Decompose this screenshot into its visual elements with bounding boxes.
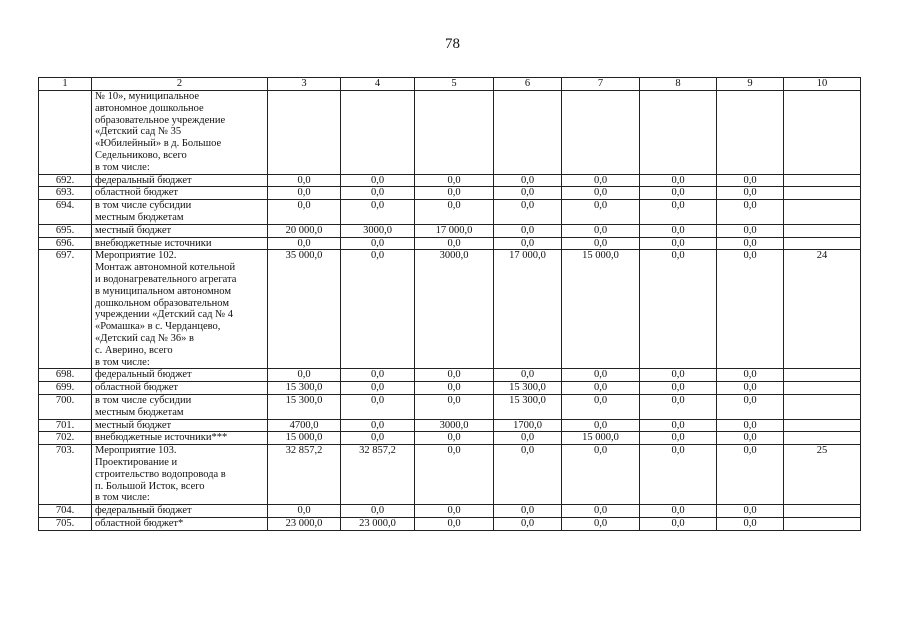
description-line: № 10», муниципальное xyxy=(95,91,200,102)
amount-cell: 0,0 xyxy=(562,419,640,432)
amount-cell: 0,0 xyxy=(562,187,640,200)
description-line: в муниципальном автономном xyxy=(95,285,231,297)
amount-cell: 0,0 xyxy=(415,505,494,518)
amount-cell: 15 300,0 xyxy=(494,394,562,419)
row-number: 702. xyxy=(39,432,92,445)
reference-cell xyxy=(784,382,861,395)
reference-cell xyxy=(784,432,861,445)
row-description xyxy=(92,382,268,395)
amount-cell: 0,0 xyxy=(341,187,415,200)
amount-cell: 0,0 xyxy=(341,200,415,225)
reference-cell xyxy=(784,200,861,225)
amount-cell: 0,0 xyxy=(640,419,717,432)
description-line: автономное дошкольное xyxy=(95,102,204,114)
amount-cell: 0,0 xyxy=(562,505,640,518)
amount-cell: 15 300,0 xyxy=(494,382,562,395)
description-line: Мероприятие 103. xyxy=(95,445,177,457)
page-number: 78 xyxy=(445,36,460,52)
amount-cell: 15 300,0 xyxy=(268,394,341,419)
description-line: областной бюджет xyxy=(95,382,178,394)
description-line: в том числе: xyxy=(95,356,150,368)
amount-cell: 0,0 xyxy=(717,224,784,237)
amount-cell: 0,0 xyxy=(640,174,717,187)
description-line: п. Большой Исток, всего xyxy=(95,480,205,492)
amount-cell: 0,0 xyxy=(640,382,717,395)
amount-cell: 0,0 xyxy=(494,174,562,187)
amount-cell: 20 000,0 xyxy=(268,224,341,237)
amount-cell: 0,0 xyxy=(640,517,717,530)
amount-cell: 0,0 xyxy=(717,445,784,505)
row-description xyxy=(92,394,268,419)
amount-cell: 23 000,0 xyxy=(268,517,341,530)
amount-cell: 0,0 xyxy=(415,445,494,505)
table-body xyxy=(39,91,861,531)
amount-cell: 0,0 xyxy=(640,432,717,445)
header-row xyxy=(39,78,861,91)
row-description xyxy=(92,187,268,200)
table-row xyxy=(39,174,861,187)
description-line: в том числе: xyxy=(95,161,150,173)
column-header: 8 xyxy=(640,78,717,91)
amount-cell: 0,0 xyxy=(268,200,341,225)
amount-cell: 0,0 xyxy=(640,200,717,225)
amount-cell: 0,0 xyxy=(717,382,784,395)
amount-cell: 3000,0 xyxy=(415,419,494,432)
amount-cell: 0,0 xyxy=(415,382,494,395)
description-line: местный бюджет xyxy=(95,224,172,236)
reference-cell: 25 xyxy=(784,445,861,505)
reference-cell xyxy=(784,237,861,250)
reference-cell: 24 xyxy=(784,250,861,369)
amount-cell: 0,0 xyxy=(717,517,784,530)
amount-cell: 0,0 xyxy=(341,505,415,518)
amount-cell: 0,0 xyxy=(268,369,341,382)
amount-cell: 0,0 xyxy=(562,382,640,395)
table-row xyxy=(39,419,861,432)
description-line: «Юбилейный» в д. Большое xyxy=(95,138,222,150)
description-line: областной бюджет* xyxy=(95,517,184,529)
description-line: Проектирование и xyxy=(95,456,178,468)
description-line: и водонагревательного агрегата xyxy=(95,273,237,285)
amount-cell: 32 857,2 xyxy=(268,445,341,505)
description-line: местным бюджетам xyxy=(95,406,184,418)
table-row xyxy=(39,369,861,382)
amount-cell: 0,0 xyxy=(717,250,784,369)
amount-cell: 15 000,0 xyxy=(268,432,341,445)
amount-cell: 0,0 xyxy=(494,432,562,445)
reference-cell xyxy=(784,224,861,237)
table-row xyxy=(39,91,861,175)
amount-cell: 0,0 xyxy=(415,517,494,530)
amount-cell: 15 000,0 xyxy=(562,432,640,445)
amount-cell: 0,0 xyxy=(640,369,717,382)
description-line: с. Аверино, всего xyxy=(95,344,173,356)
table-row xyxy=(39,432,861,445)
amount-cell: 0,0 xyxy=(640,445,717,505)
row-number xyxy=(39,91,92,175)
amount-cell xyxy=(640,91,717,175)
amount-cell xyxy=(494,91,562,175)
amount-cell: 0,0 xyxy=(640,505,717,518)
row-description xyxy=(92,517,268,530)
amount-cell: 4700,0 xyxy=(268,419,341,432)
reference-cell xyxy=(784,505,861,518)
amount-cell: 0,0 xyxy=(562,445,640,505)
amount-cell: 35 000,0 xyxy=(268,250,341,369)
amount-cell: 0,0 xyxy=(494,369,562,382)
reference-cell xyxy=(784,174,861,187)
amount-cell: 0,0 xyxy=(341,432,415,445)
amount-cell: 0,0 xyxy=(268,237,341,250)
reference-cell xyxy=(784,187,861,200)
amount-cell: 0,0 xyxy=(415,237,494,250)
amount-cell: 32 857,2 xyxy=(341,445,415,505)
amount-cell: 0,0 xyxy=(268,174,341,187)
amount-cell: 0,0 xyxy=(562,224,640,237)
amount-cell: 0,0 xyxy=(341,174,415,187)
column-header: 5 xyxy=(415,78,494,91)
amount-cell: 1700,0 xyxy=(494,419,562,432)
amount-cell xyxy=(415,91,494,175)
description-line: строительство водопровода в xyxy=(95,468,226,480)
reference-cell xyxy=(784,517,861,530)
row-number: 694. xyxy=(39,200,92,225)
row-number: 698. xyxy=(39,369,92,382)
amount-cell: 0,0 xyxy=(562,237,640,250)
amount-cell: 15 300,0 xyxy=(268,382,341,395)
column-header: 6 xyxy=(494,78,562,91)
amount-cell: 0,0 xyxy=(494,187,562,200)
description-line: «Детский сад № 36» в xyxy=(95,332,194,344)
amount-cell: 0,0 xyxy=(341,394,415,419)
amount-cell: 0,0 xyxy=(717,187,784,200)
row-number: 705. xyxy=(39,517,92,530)
amount-cell xyxy=(562,91,640,175)
column-header: 4 xyxy=(341,78,415,91)
amount-cell: 0,0 xyxy=(341,369,415,382)
description-line: областной бюджет xyxy=(95,187,178,199)
column-header: 7 xyxy=(562,78,640,91)
description-line: внебюджетные источники*** xyxy=(95,432,228,444)
table-row xyxy=(39,445,861,505)
amount-cell: 17 000,0 xyxy=(494,250,562,369)
amount-cell: 0,0 xyxy=(640,187,717,200)
amount-cell: 0,0 xyxy=(717,419,784,432)
table-row xyxy=(39,200,861,225)
description-line: местным бюджетам xyxy=(95,211,184,223)
amount-cell: 23 000,0 xyxy=(341,517,415,530)
table-row xyxy=(39,250,861,369)
column-header: 3 xyxy=(268,78,341,91)
amount-cell: 0,0 xyxy=(562,369,640,382)
amount-cell: 0,0 xyxy=(494,517,562,530)
row-description xyxy=(92,91,268,175)
amount-cell: 0,0 xyxy=(640,394,717,419)
amount-cell: 0,0 xyxy=(562,394,640,419)
amount-cell: 0,0 xyxy=(415,174,494,187)
amount-cell: 0,0 xyxy=(562,200,640,225)
amount-cell: 0,0 xyxy=(268,187,341,200)
table-row xyxy=(39,224,861,237)
amount-cell: 17 000,0 xyxy=(415,224,494,237)
description-line: «Ромашка» в с. Черданцево, xyxy=(95,321,221,333)
description-line: внебюджетные источники xyxy=(95,237,212,249)
row-number: 704. xyxy=(39,505,92,518)
description-line: в том числе: xyxy=(95,492,150,504)
amount-cell xyxy=(717,91,784,175)
row-number: 699. xyxy=(39,382,92,395)
amount-cell: 0,0 xyxy=(494,505,562,518)
amount-cell: 0,0 xyxy=(717,237,784,250)
amount-cell: 0,0 xyxy=(562,517,640,530)
amount-cell: 0,0 xyxy=(717,505,784,518)
table-row xyxy=(39,382,861,395)
table-row xyxy=(39,187,861,200)
row-number: 695. xyxy=(39,224,92,237)
description-line: «Детский сад № 35 xyxy=(95,126,182,138)
reference-cell xyxy=(784,394,861,419)
row-description xyxy=(92,505,268,518)
row-number: 692. xyxy=(39,174,92,187)
amount-cell: 0,0 xyxy=(640,237,717,250)
amount-cell: 0,0 xyxy=(494,224,562,237)
column-header: 9 xyxy=(717,78,784,91)
amount-cell: 0,0 xyxy=(415,200,494,225)
description-line: образовательное учреждение xyxy=(95,114,226,126)
amount-cell: 0,0 xyxy=(640,250,717,369)
table-row xyxy=(39,505,861,518)
reference-cell xyxy=(784,369,861,382)
table-row xyxy=(39,394,861,419)
amount-cell: 0,0 xyxy=(415,369,494,382)
column-header: 10 xyxy=(784,78,861,91)
amount-cell: 0,0 xyxy=(341,382,415,395)
description-line: местный бюджет xyxy=(95,419,172,431)
amount-cell: 0,0 xyxy=(717,174,784,187)
amount-cell: 0,0 xyxy=(494,237,562,250)
table-row xyxy=(39,517,861,530)
amount-cell: 0,0 xyxy=(341,419,415,432)
amount-cell: 0,0 xyxy=(640,224,717,237)
amount-cell: 0,0 xyxy=(717,369,784,382)
amount-cell: 3000,0 xyxy=(341,224,415,237)
description-line: дошкольном образовательном xyxy=(95,297,229,309)
amount-cell: 3000,0 xyxy=(415,250,494,369)
amount-cell xyxy=(341,91,415,175)
row-description xyxy=(92,237,268,250)
reference-cell xyxy=(784,91,861,175)
amount-cell: 0,0 xyxy=(717,200,784,225)
row-number: 696. xyxy=(39,237,92,250)
column-header: 2 xyxy=(92,78,268,91)
reference-cell xyxy=(784,419,861,432)
row-description xyxy=(92,369,268,382)
amount-cell: 0,0 xyxy=(717,394,784,419)
row-number: 701. xyxy=(39,419,92,432)
description-line: учреждении «Детский сад № 4 xyxy=(95,309,234,321)
amount-cell: 0,0 xyxy=(341,237,415,250)
row-number: 693. xyxy=(39,187,92,200)
column-header: 1 xyxy=(39,78,92,91)
description-line: Мероприятие 102. xyxy=(95,250,177,262)
amount-cell: 0,0 xyxy=(341,250,415,369)
amount-cell: 0,0 xyxy=(415,187,494,200)
description-line: в том числе субсидии xyxy=(95,200,192,212)
amount-cell: 0,0 xyxy=(494,445,562,505)
description-line: в том числе субсидии xyxy=(95,394,192,406)
amount-cell: 0,0 xyxy=(415,394,494,419)
amount-cell xyxy=(268,91,341,175)
description-line: Монтаж автономной котельной xyxy=(95,262,236,274)
budget-table xyxy=(38,77,861,531)
row-number: 700. xyxy=(39,394,92,419)
amount-cell: 0,0 xyxy=(717,432,784,445)
row-description xyxy=(92,224,268,237)
amount-cell: 0,0 xyxy=(415,432,494,445)
row-description xyxy=(92,200,268,225)
amount-cell: 0,0 xyxy=(562,174,640,187)
table-row xyxy=(39,237,861,250)
description-line: федеральный бюджет xyxy=(95,174,192,186)
row-description xyxy=(92,174,268,187)
row-description xyxy=(92,419,268,432)
description-line: Седельниково, всего xyxy=(95,149,187,161)
amount-cell: 15 000,0 xyxy=(562,250,640,369)
row-number: 703. xyxy=(39,445,92,505)
row-description xyxy=(92,250,268,369)
row-description xyxy=(92,432,268,445)
description-line: федеральный бюджет xyxy=(95,369,192,381)
row-number: 697. xyxy=(39,250,92,369)
description-line: федеральный бюджет xyxy=(95,505,192,517)
amount-cell: 0,0 xyxy=(494,200,562,225)
amount-cell: 0,0 xyxy=(268,505,341,518)
row-description xyxy=(92,445,268,505)
